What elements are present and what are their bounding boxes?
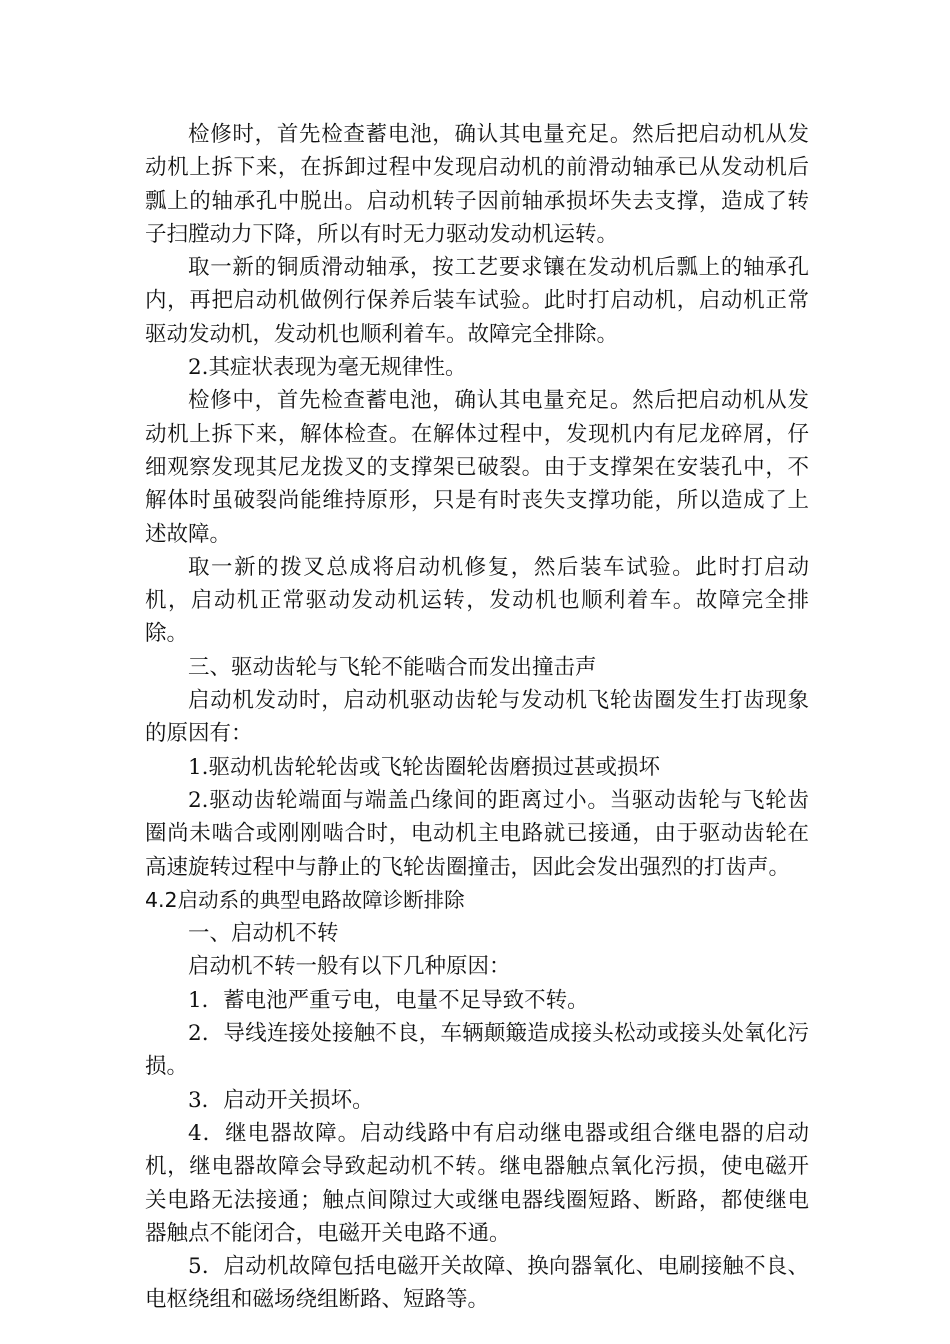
cause-item-4: 4．继电器故障。启动线路中有启动继电器或组合继电器的启动机，继电器故障会导致起动机不转。继电器触点氧化污损，使电磁开关电路无法接通；触点间隙过大或继电器线圈短路、断路，都使继电器触点不能闭合，电磁开关电路不通。 bbox=[145, 1120, 809, 1246]
cause-item-2: 2．导线连接处接触不良，车辆颠簸造成接头松动或接头处氧化污损。 bbox=[145, 1021, 809, 1080]
cause-item-1: 1．蓄电池严重亏电，电量不足导致不转。 bbox=[188, 987, 589, 1013]
paragraph-12: 启动机不转一般有以下几种原因： bbox=[188, 954, 511, 980]
paragraph-5: 取一新的拨叉总成将启动机修复，然后装车试验。此时打启动机，启动机正常驱动发动机运转，发动机也顺利着车。故障完全排除。 bbox=[145, 554, 809, 647]
list-item-2: 2.驱动齿轮端面与端盖凸缘间的距离过小。当驱动齿轮与飞轮齿圈尚未啮合或刚刚啮合时，电动机主电路就已接通，由于驱动齿轮在高速旋转过程中与静止的飞轮齿圈撞击，因此会发出强烈的打齿声。 bbox=[145, 787, 809, 880]
subheading-3: 三、驱动齿轮与飞轮不能啮合而发出撞击声 bbox=[188, 654, 597, 680]
paragraph-1: 检修时，首先检查蓄电池，确认其电量充足。然后把启动机从发动机上拆下来，在拆卸过程中发现启动机的前滑动轴承已从发动机后瓢上的轴承孔中脱出。启动机转子因前轴承损坏失去支撑，造成了转子扫膛动力下降，所以有时无力驱动发动机运转。 bbox=[145, 122, 809, 247]
cause-item-5: 5．启动机故障包括电磁开关故障、换向器氧化、电刷接触不良、电枢绕组和磁场绕组断路、短路等。 bbox=[145, 1254, 809, 1313]
paragraph-7: 启动机发动时，启动机驱动齿轮与发动机飞轮齿圈发生打齿现象的原因有： bbox=[145, 688, 809, 747]
paragraph-4: 检修中，首先检查蓄电池，确认其电量充足。然后把启动机从发动机上拆下来，解体检查。在解体过程中，发现机内有尼龙碎屑，仔细观察发现其尼龙拨叉的支撑架已破裂。由于支撑架在安装孔中，不解体时虽破裂尚能维持原形，只是有时丧失支撑功能，所以造成了上述故障。 bbox=[145, 388, 809, 547]
section-heading: 4.2启动系的典型电路故障诊断排除 bbox=[145, 887, 465, 912]
subheading-1: 一、启动机不转 bbox=[188, 921, 339, 947]
cause-item-3: 3．启动开关损坏。 bbox=[188, 1087, 374, 1113]
list-item-1: 1.驱动机齿轮轮齿或飞轮齿圈轮齿磨损过甚或损坏 bbox=[188, 754, 661, 780]
paragraph-3: 2.其症状表现为毫无规律性。 bbox=[188, 355, 467, 381]
paragraph-2: 取一新的铜质滑动轴承，按工艺要求镶在发动机后瓢上的轴承孔内，再把启动机做例行保养后装车试验。此时打启动机，启动机正常驱动发动机，发动机也顺利着车。故障完全排除。 bbox=[145, 255, 809, 347]
document-page bbox=[145, 118, 809, 1317]
